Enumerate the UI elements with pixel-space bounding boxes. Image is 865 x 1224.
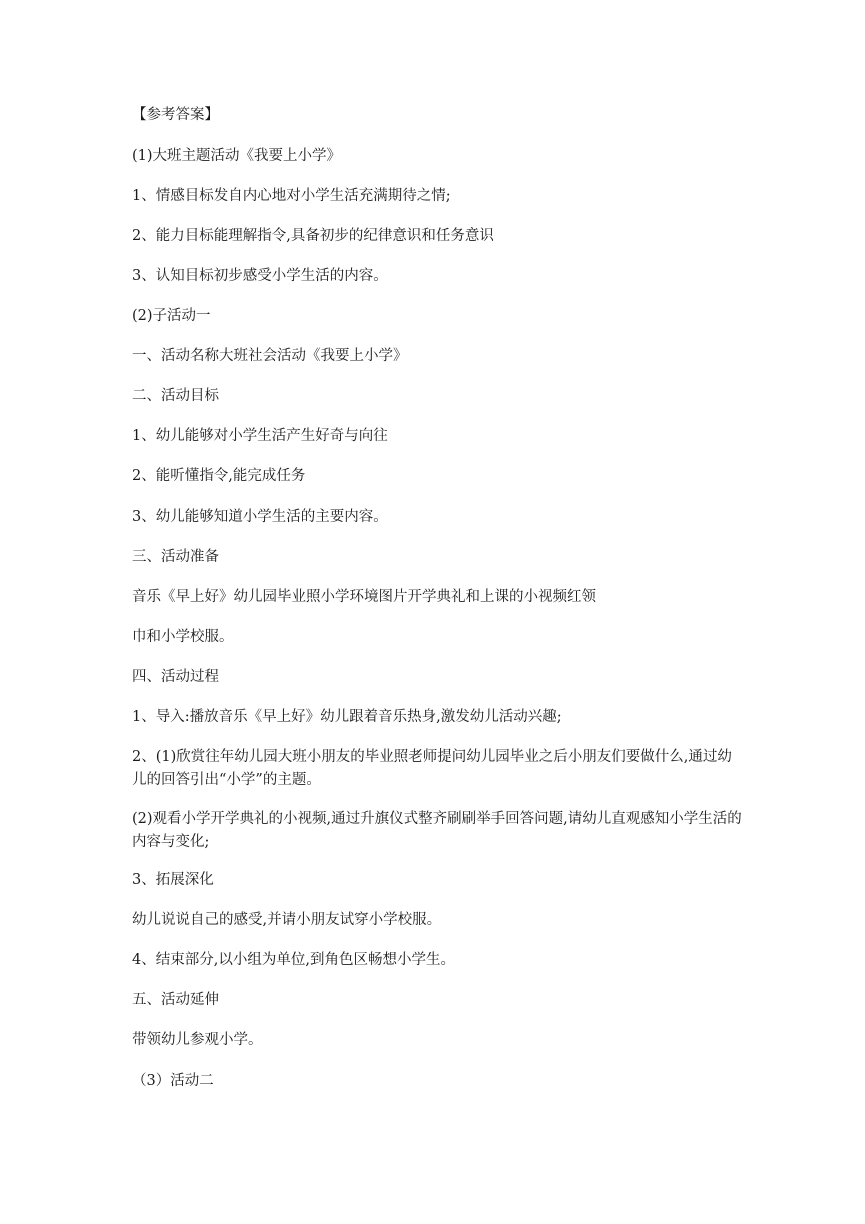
process-step-2-sub: (2)观看小学开学典礼的小视频,通过升旗仪式整齐刷刷举手回答问题,请幼儿直观感知小学生活的内容与变化;: [132, 811, 742, 850]
preparation-heading: 三、活动准备: [132, 549, 219, 565]
section-1-title: (1)大班主题活动《我要上小学》: [132, 148, 342, 164]
goal-ability: 2、能力目标能理解指令,具备初步的纪律意识和任务意识: [132, 228, 494, 244]
goal-cognition: 3、认知目标初步感受小学生活的内容。: [132, 268, 388, 284]
activity-goal-1: 1、幼儿能够对小学生活产生好奇与向往: [132, 428, 388, 444]
section-3-title: （3）活动二: [132, 1073, 214, 1089]
extension-text: 带领幼儿参观小学。: [132, 1032, 263, 1048]
process-step-3: 3、拓展深化: [132, 872, 214, 888]
process-step-1: 1、导入:播放音乐《早上好》幼儿跟着音乐热身,激发幼儿活动兴趣;: [132, 709, 562, 725]
process-heading: 四、活动过程: [132, 669, 219, 685]
process-step-2: 2、(1)欣赏往年幼儿园大班小朋友的毕业照老师提问幼儿园毕业之后小朋友们要做什么,通过幼儿的回答引出“小学”的主题。: [132, 749, 732, 788]
process-step-4: 4、结束部分,以小组为单位,到角色区畅想小学生。: [132, 952, 455, 968]
section-2-title: (2)子活动一: [132, 308, 211, 324]
process-step-3-text: 幼儿说说自己的感受,并请小朋友试穿小学校服。: [132, 912, 442, 928]
answer-heading: 【参考答案】: [132, 107, 219, 123]
activity-goal-2: 2、能听懂指令,能完成任务: [132, 468, 306, 484]
activity-goal-3: 3、幼儿能够知道小学生活的主要内容。: [132, 509, 388, 525]
preparation-text-1: 音乐《早上好》幼儿园毕业照小学环境图片开学典礼和上课的小视频红领: [132, 589, 596, 605]
extension-heading: 五、活动延伸: [132, 992, 219, 1008]
activity-goals-heading: 二、活动目标: [132, 388, 219, 404]
preparation-text-2: 巾和小学校服。: [132, 629, 234, 645]
activity-name: 一、活动名称大班社会活动《我要上小学》: [132, 348, 408, 364]
goal-emotion: 1、情感目标发自内心地对小学生活充满期待之情;: [132, 188, 451, 204]
